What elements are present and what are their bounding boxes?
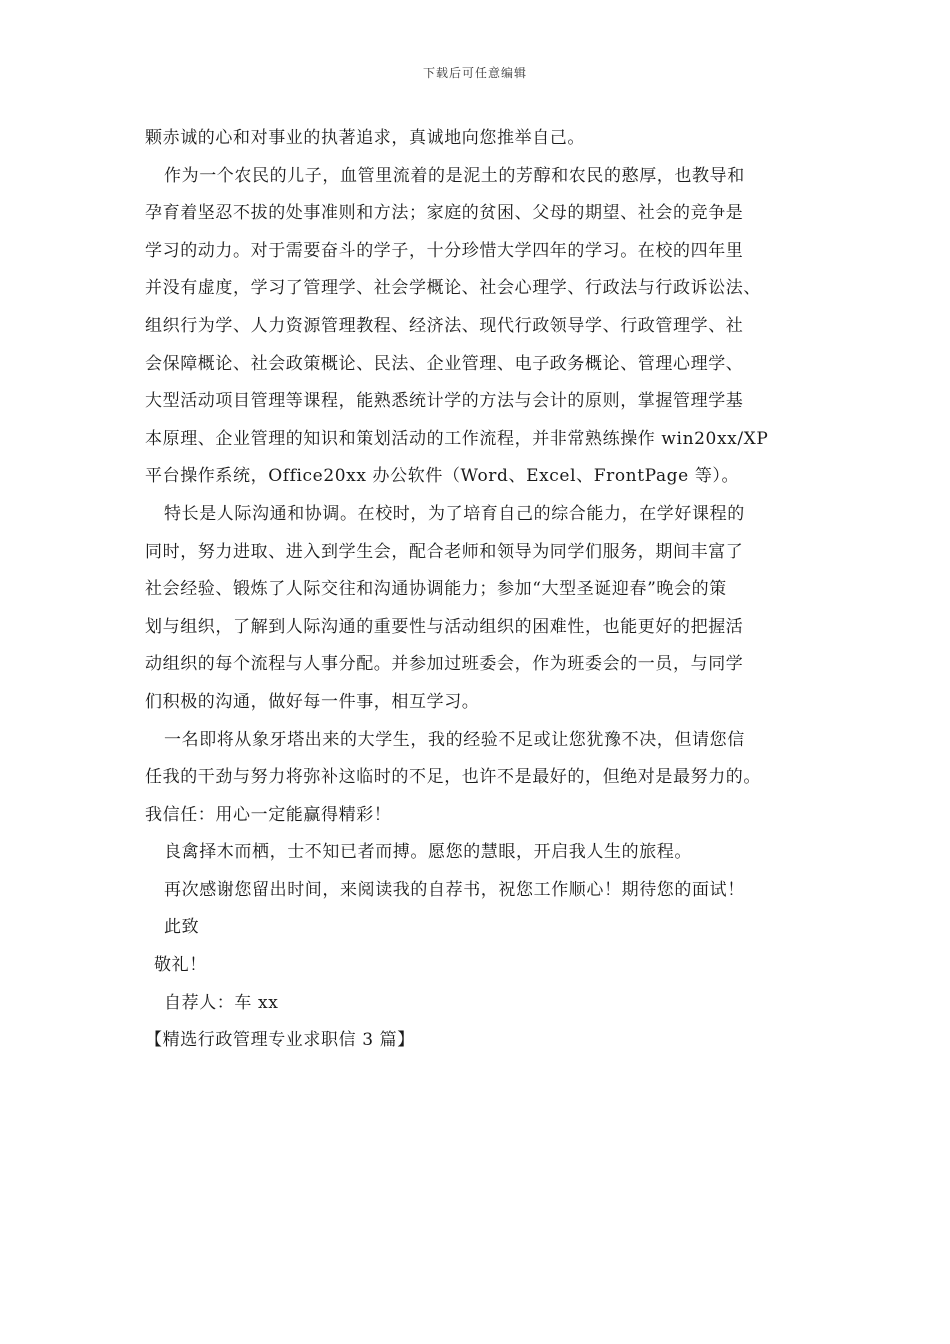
signature-line: 自荐人：车 xx (164, 992, 279, 1013)
page-header: 下载后可任意编辑 (422, 66, 527, 80)
paragraph-line: 一名即将从象牙塔出来的大学生，我的经验不足或让您犹豫不决，但请您信 (164, 729, 745, 750)
paragraph-line: 学习的动力。对于需要奋斗的学子，十分珍惜大学四年的学习。在校的四年里 (145, 240, 744, 261)
paragraph-line: 组织行为学、人力资源管理教程、经济法、现代行政领导学、行政管理学、社 (145, 315, 744, 336)
paragraph-line: 动组织的每个流程与人事分配。并参加过班委会，作为班委会的一员，与同学 (145, 654, 744, 675)
paragraph-line: 本原理、企业管理的知识和策划活动的工作流程，并非常熟练操作 win20xx/XP (145, 428, 769, 449)
paragraph-line: 社会经验、锻炼了人际交往和沟通协调能力；参加“大型圣诞迎春”晚会的策 (145, 579, 727, 600)
paragraph-line: 们积极的沟通，做好每一件事，相互学习。 (145, 691, 480, 712)
paragraph-line: 作为一个农民的儿子，血管里流着的是泥土的芳醇和农民的憨厚，也教导和 (164, 165, 745, 186)
paragraph-line: 孕育着坚忍不拔的处事准则和方法；家庭的贫困、父母的期望、社会的竞争是 (145, 203, 744, 224)
paragraph-line: 颗赤诚的心和对事业的执著追求，真诚地向您推举自己。 (145, 128, 585, 148)
paragraph-line: 良禽择木而栖，士不知已者而搏。愿您的慧眼，开启我人生的旅程。 (164, 842, 692, 863)
paragraph-line: 会保障概论、社会政策概论、民法、企业管理、电子政务概论、管理心理学、 (145, 353, 744, 374)
paragraph-line: 并没有虚度，学习了管理学、社会学概论、社会心理学、行政法与行政诉讼法、 (145, 278, 761, 299)
paragraph-line: 我信任：用心一定能赢得精彩！ (145, 804, 392, 825)
salutation-line: 敬礼！ (154, 955, 207, 976)
paragraph-line: 划与组织，了解到人际沟通的重要性与活动组织的困难性，也能更好的把握活 (145, 616, 744, 637)
paragraph-line: 平台操作系统，Office20xx 办公软件（Word、Excel、FrontPage 等）。 (145, 466, 740, 487)
closing-line: 此致 (164, 917, 200, 938)
letter-body (145, 120, 825, 1060)
paragraph-line: 任我的干劲与努力将弥补这临时的不足，也许不是最好的，但绝对是最努力的。 (145, 767, 761, 788)
paragraph-line: 再次感谢您留出时间，来阅读我的自荐书，祝您工作顺心！期待您的面试！ (164, 879, 745, 900)
paragraph-line: 特长是人际沟通和协调。在校时，为了培育自己的综合能力，在学好课程的 (164, 503, 745, 524)
paragraph-line: 大型活动项目管理等课程，能熟悉统计学的方法与会计的原则，掌握管理学基 (145, 391, 744, 412)
section-title: 【精选行政管理专业求职信 3 篇】 (145, 1030, 415, 1051)
paragraph-line: 同时，努力进取、进入到学生会，配合老师和领导为同学们服务，期间丰富了 (145, 541, 744, 562)
